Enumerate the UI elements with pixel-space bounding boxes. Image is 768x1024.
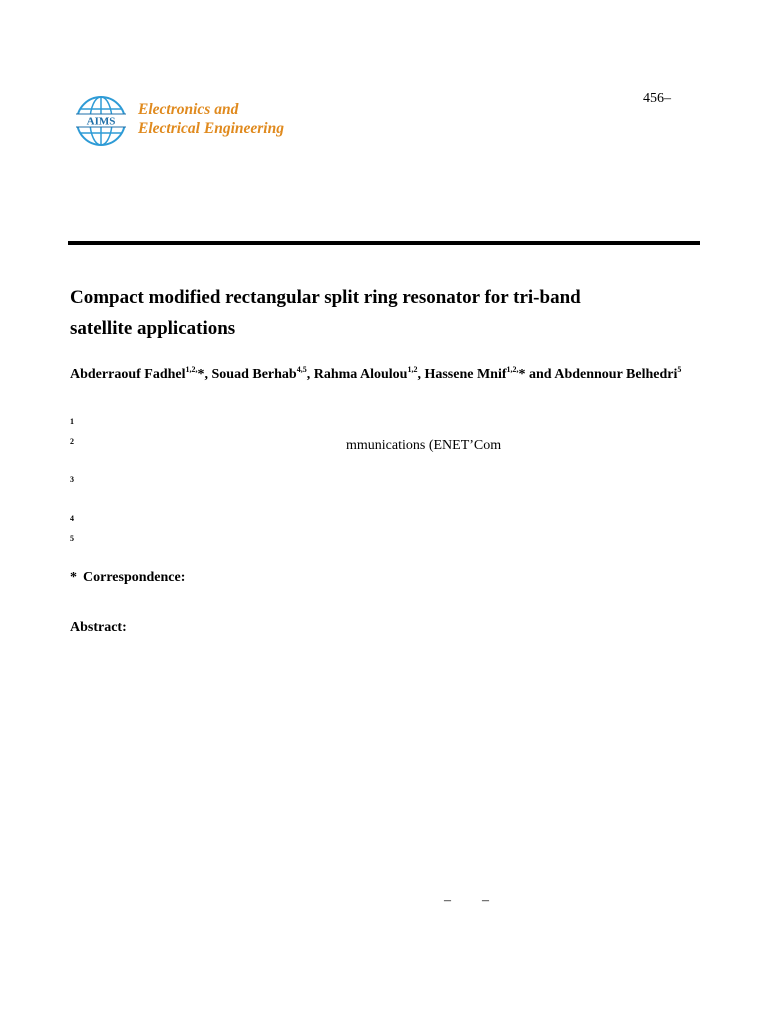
- affiliation-number: 4: [70, 514, 74, 523]
- author-affiliation-sup: 1,2,: [506, 365, 519, 374]
- journal-name: [138, 100, 284, 138]
- author-list: [70, 366, 700, 384]
- affiliation-number: 2: [70, 437, 74, 446]
- author-name: Souad Berhab: [211, 367, 297, 382]
- abstract-dash: –: [444, 893, 451, 908]
- author-name: Hassene Mnif: [424, 367, 507, 382]
- author-name: Abdennour Belhedri: [554, 367, 678, 382]
- page-range: 456–: [643, 91, 671, 106]
- author-name: Rahma Aloulou: [313, 367, 408, 382]
- affiliation-number: 5: [70, 534, 74, 543]
- journal-name-line2: Electrical Engineering: [138, 120, 284, 137]
- abstract-dash: –: [482, 893, 489, 908]
- paper-title: [70, 282, 690, 344]
- correspondence-label: Correspondence:: [83, 570, 186, 585]
- author-affiliation-sup: 5: [677, 365, 682, 374]
- author-affiliation-sup: 1,2,: [185, 365, 198, 374]
- author-separator: * and: [518, 367, 555, 382]
- logo-text: AIMS: [86, 115, 116, 128]
- affiliation-number: 1: [70, 417, 74, 426]
- author-separator: ,: [417, 367, 425, 382]
- globe-icon: [75, 95, 127, 147]
- affiliation-number: 3: [70, 475, 74, 484]
- journal-name-line1: Electronics and: [138, 101, 239, 118]
- affiliation-text: mmunications (ENET’Com: [346, 438, 502, 453]
- author-separator: ,: [306, 367, 314, 382]
- paper-title-line2: satellite applications: [70, 318, 236, 339]
- author-affiliation-sup: 4,5: [296, 365, 307, 374]
- author-name: Abderraouf Fadhel: [70, 367, 186, 382]
- author-affiliation-sup: 1,2: [407, 365, 418, 374]
- abstract-label: Abstract:: [70, 620, 127, 635]
- header-divider: [68, 241, 700, 245]
- aims-logo: [75, 95, 127, 147]
- paper-title-line1: Compact modified rectangular split ring resonator for tri-band: [70, 287, 581, 308]
- correspondence: [70, 570, 185, 586]
- correspondence-star: *: [70, 570, 77, 585]
- author-separator: *,: [197, 367, 212, 382]
